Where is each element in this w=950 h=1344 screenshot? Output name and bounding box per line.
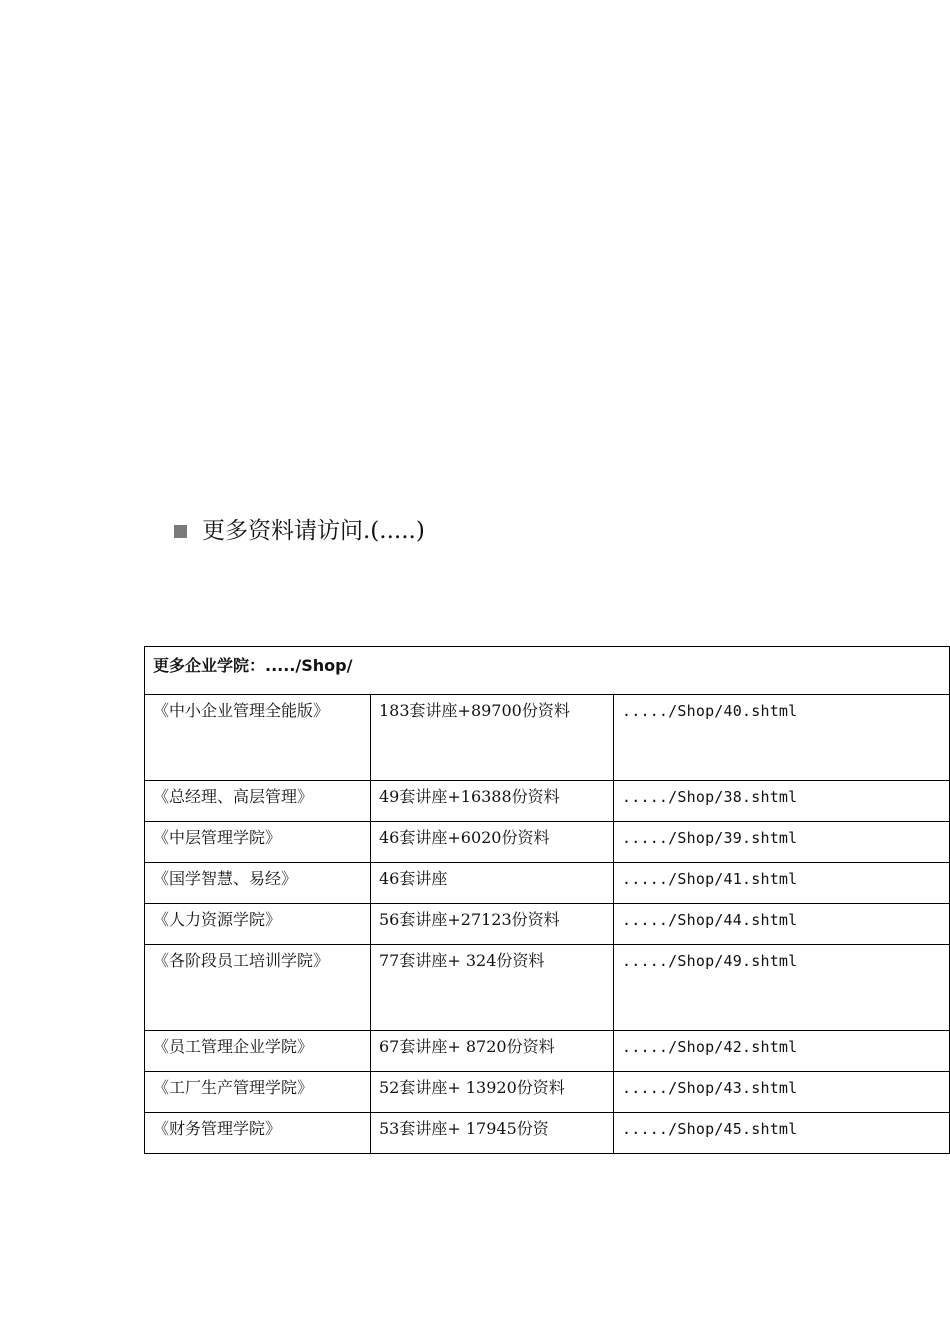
course-content: 49套讲座+16388份资料 [379, 787, 560, 806]
course-content-cell [371, 1113, 614, 1154]
course-content: 46套讲座 [379, 869, 448, 888]
course-content-cell [371, 695, 614, 781]
course-content: 183套讲座+89700份资料 [379, 701, 570, 720]
table-header-cell: 更多企业学院：...../Shop/ [145, 647, 950, 695]
course-name: 《人力资源学院》 [153, 910, 282, 929]
course-url-link[interactable]: ...../Shop/49.shtml [622, 952, 798, 970]
course-name: 《各阶段员工培训学院》 [153, 951, 330, 970]
course-url-link[interactable]: ...../Shop/45.shtml [622, 1120, 798, 1138]
course-url-link[interactable]: ...../Shop/41.shtml [622, 870, 798, 888]
course-content: 52套讲座+ 13920份资料 [379, 1078, 565, 1097]
course-url-link[interactable]: ...../Shop/42.shtml [622, 1038, 798, 1056]
course-url-link[interactable]: ...../Shop/43.shtml [622, 1079, 798, 1097]
notice-line [174, 514, 425, 548]
course-name: 《总经理、高层管理》 [153, 787, 314, 806]
course-name: 《工厂生产管理学院》 [153, 1078, 314, 1097]
table-row [145, 1113, 950, 1154]
table-row [145, 695, 950, 781]
course-url-cell [614, 695, 950, 781]
course-name: 《财务管理学院》 [153, 1119, 282, 1138]
course-url-link[interactable]: ...../Shop/44.shtml [622, 911, 798, 929]
course-url-link[interactable]: ...../Shop/38.shtml [622, 788, 798, 806]
course-content: 53套讲座+ 17945份资 [379, 1119, 549, 1138]
notice-text: 更多资料请访问.(.....) [202, 518, 425, 544]
square-bullet-icon [174, 525, 187, 538]
table-row [145, 945, 950, 1031]
course-url-cell [614, 945, 950, 1031]
course-content: 67套讲座+ 8720份资料 [379, 1037, 555, 1056]
course-url-link[interactable]: ...../Shop/40.shtml [622, 702, 798, 720]
course-name: 《国学智慧、易经》 [153, 869, 298, 888]
course-name-cell [145, 945, 371, 1031]
course-name-cell [145, 695, 371, 781]
course-content-cell [371, 945, 614, 1031]
course-name: 《员工管理企业学院》 [153, 1037, 314, 1056]
course-content: 46套讲座+6020份资料 [379, 828, 550, 847]
course-name: 《中层管理学院》 [153, 828, 282, 847]
course-name: 《中小企业管理全能版》 [153, 701, 330, 720]
course-name-cell [145, 1113, 371, 1154]
course-url-cell [614, 1113, 950, 1154]
course-table [144, 646, 950, 1154]
course-content: 77套讲座+ 324份资料 [379, 951, 545, 970]
course-url-link[interactable]: ...../Shop/39.shtml [622, 829, 798, 847]
course-content: 56套讲座+27123份资料 [379, 910, 560, 929]
